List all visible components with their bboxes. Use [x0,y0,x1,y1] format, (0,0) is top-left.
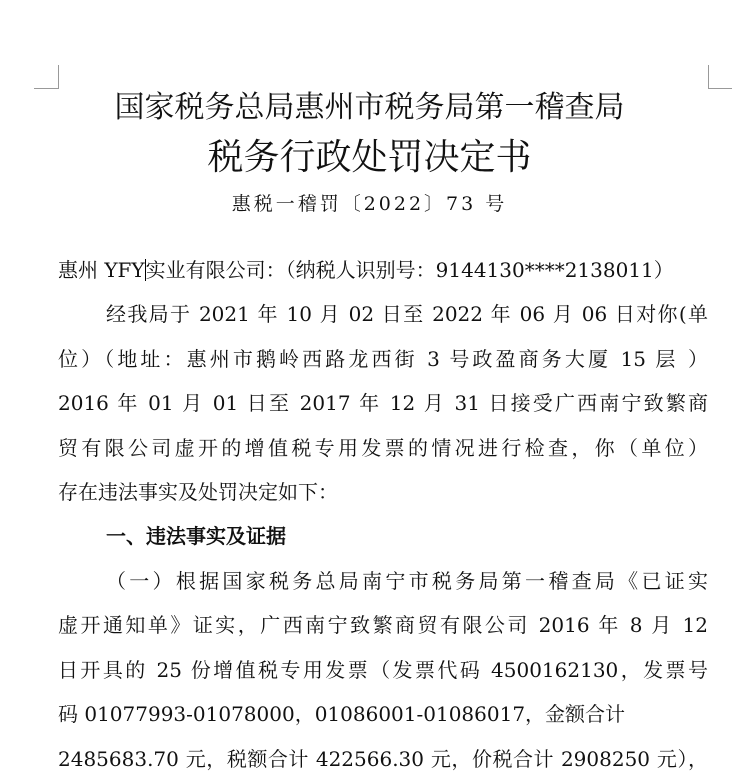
paragraph-line: 贸有限公司虚开的增值税专用发票的情况进行检查，你（单位） [58,436,708,460]
paragraph-line: 位）（地址：惠州市鹅岭西路龙西街 3 号政盈商务大厦 15 层 ） [58,347,708,371]
document-number: 惠税一稽罚〔2022〕73 号 [231,193,508,215]
paragraph-line: （一）根据国家税务总局南宁市税务局第一稽查局《已证实 [106,569,708,593]
paragraph-line: 2016 年 01 月 01 日至 2017 年 12 月 31 日接受广西南宁致繁商 [58,391,708,415]
paragraph-line: 2485683.70 元，税额合计 422566.30 元，价税合计 2908250 元）， [58,747,708,771]
addressee-line[interactable] [58,256,708,284]
addressee-part-2: 实业有限公司：（纳税人识别号：9144130****2138011） [145,258,674,282]
margin-mark-left-v [58,65,59,89]
paragraph-line: 码 01077993-01078000，01086001-01086017，金额合计 [58,702,626,726]
section-heading: 一、违法事实及证据 [106,524,286,548]
paragraph-line: 虚开通知单》证实，广西南宁致繁商贸有限公司 2016 年 8 月 12 [58,613,708,637]
paragraph-line: 经我局于 2021 年 10 月 02 日至 2022 年 06 月 06 日对你(单 [106,302,708,326]
agency-title: 国家税务总局惠州市税务局第一稽查局 [114,90,625,125]
paragraph-line: 日开具的 25 份增值税专用发票（发票代码 4500162130，发票号 [58,658,708,682]
addressee-part-1: 惠州 YFY [58,258,145,282]
paragraph-line: 存在违法事实及处罚决定如下： [58,480,338,504]
margin-mark-right-v [708,65,709,89]
document-title: 税务行政处罚决定书 [207,137,532,178]
